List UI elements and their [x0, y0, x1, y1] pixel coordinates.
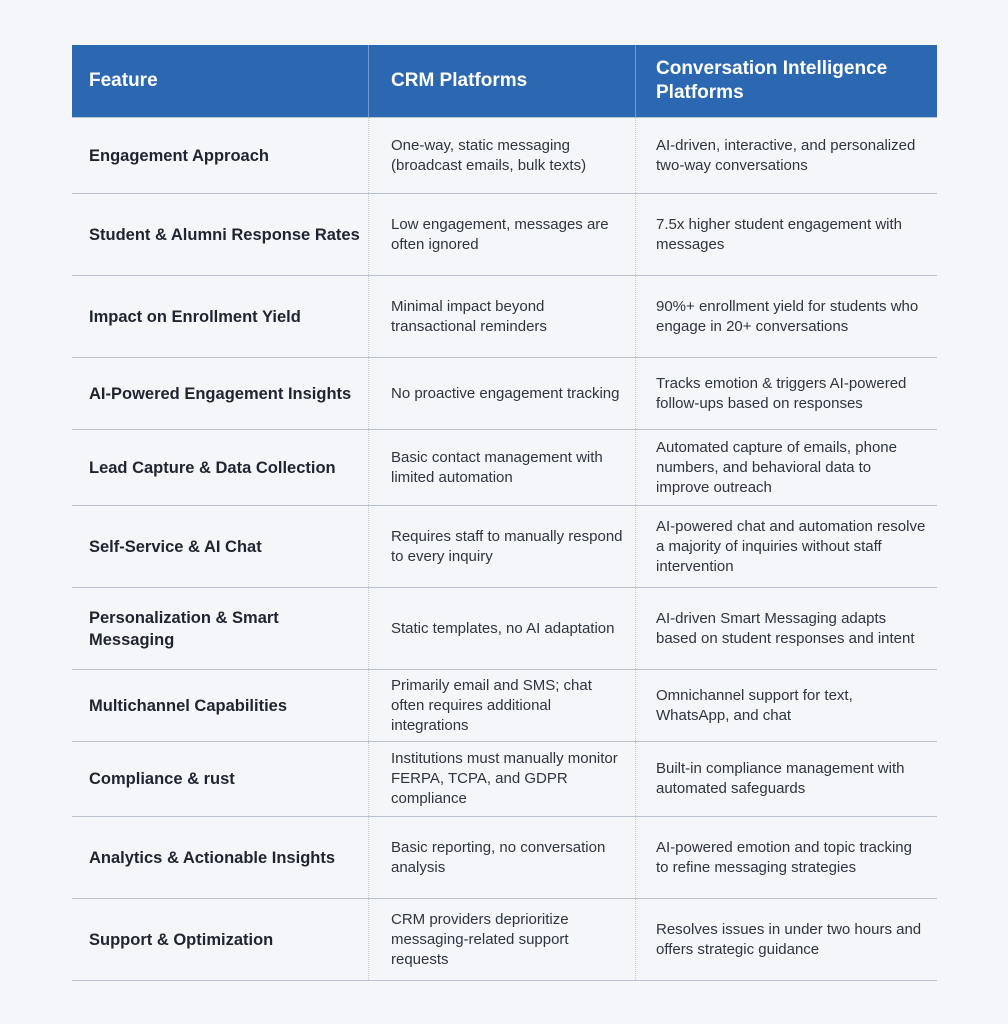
crm-cell: Requires staff to manually respond to every inquiry — [369, 506, 636, 587]
table-row — [72, 194, 937, 276]
ci-cell: AI-powered emotion and topic tracking to refine messaging strategies — [656, 838, 912, 876]
ci-cell: 7.5x higher student engagement with messages — [656, 215, 902, 253]
ci-cell: Tracks emotion & triggers AI-powered follow-ups based on responses — [656, 374, 907, 412]
table-row — [72, 817, 937, 899]
crm-cell: Basic contact management with limited automation — [369, 430, 636, 505]
ci-cell: Resolves issues in under two hours and offers strategic guidance — [656, 920, 922, 958]
ci-cell: Omnichannel support for text, WhatsApp, and chat — [656, 686, 853, 724]
feature-cell: Lead Capture & Data Collection — [72, 430, 369, 505]
feature-cell: Compliance & rust — [72, 742, 369, 816]
feature-cell: Multichannel Capabilities — [72, 670, 369, 741]
feature-cell: Support & Optimization — [72, 899, 369, 980]
feature-cell: AI-Powered Engagement Insights — [72, 358, 369, 429]
feature-cell: Self-Service & AI Chat — [72, 506, 369, 587]
crm-cell: One-way, static messaging (broadcast emails, bulk texts) — [369, 118, 636, 193]
table-row — [72, 506, 937, 588]
feature-cell: Impact on Enrollment Yield — [72, 276, 369, 357]
table-row — [72, 670, 937, 742]
ci-cell: Built-in compliance management with automated safeguards — [656, 760, 905, 797]
table-row — [72, 276, 937, 358]
header-feature: Feature — [72, 45, 369, 117]
header-conversation-intelligence: Conversation Intelligence Platforms — [656, 58, 888, 103]
feature-cell: Engagement Approach — [72, 118, 369, 193]
table-row — [72, 430, 937, 506]
crm-cell: Low engagement, messages are often ignored — [369, 194, 636, 275]
header-crm-platforms: CRM Platforms — [369, 45, 636, 117]
table-row — [72, 742, 937, 817]
table-row — [72, 358, 937, 430]
comparison-table — [72, 45, 937, 981]
ci-cell: Automated capture of emails, phone numbers, and behavioral data to improve outreach — [656, 438, 897, 496]
crm-cell: Institutions must manually monitor FERPA, TCPA, and GDPR compliance — [369, 742, 636, 816]
feature-cell: Analytics & Actionable Insights — [72, 817, 369, 898]
ci-cell: AI-driven, interactive, and personalized two-way conversations — [656, 136, 916, 174]
crm-cell: Static templates, no AI adaptation — [369, 588, 636, 669]
crm-cell: Minimal impact beyond transactional reminders — [369, 276, 636, 357]
feature-cell: Personalization & Smart Messaging — [72, 588, 369, 669]
ci-cell: AI-driven Smart Messaging adapts based on student responses and intent — [656, 609, 915, 647]
feature-cell: Student & Alumni Response Rates — [72, 194, 369, 275]
crm-cell: Primarily email and SMS; chat often requires additional integrations — [369, 670, 636, 741]
table-row — [72, 588, 937, 670]
table-header — [72, 45, 937, 117]
crm-cell: Basic reporting, no conversation analysis — [369, 817, 636, 898]
ci-cell: AI-powered chat and automation resolve a majority of inquiries without staff intervention — [656, 517, 926, 575]
crm-cell: CRM providers deprioritize messaging-related support requests — [369, 899, 636, 980]
crm-cell: No proactive engagement tracking — [369, 358, 636, 429]
ci-cell: 90%+ enrollment yield for students who engage in 20+ conversations — [656, 297, 919, 335]
table-row — [72, 118, 937, 194]
table-row — [72, 899, 937, 981]
